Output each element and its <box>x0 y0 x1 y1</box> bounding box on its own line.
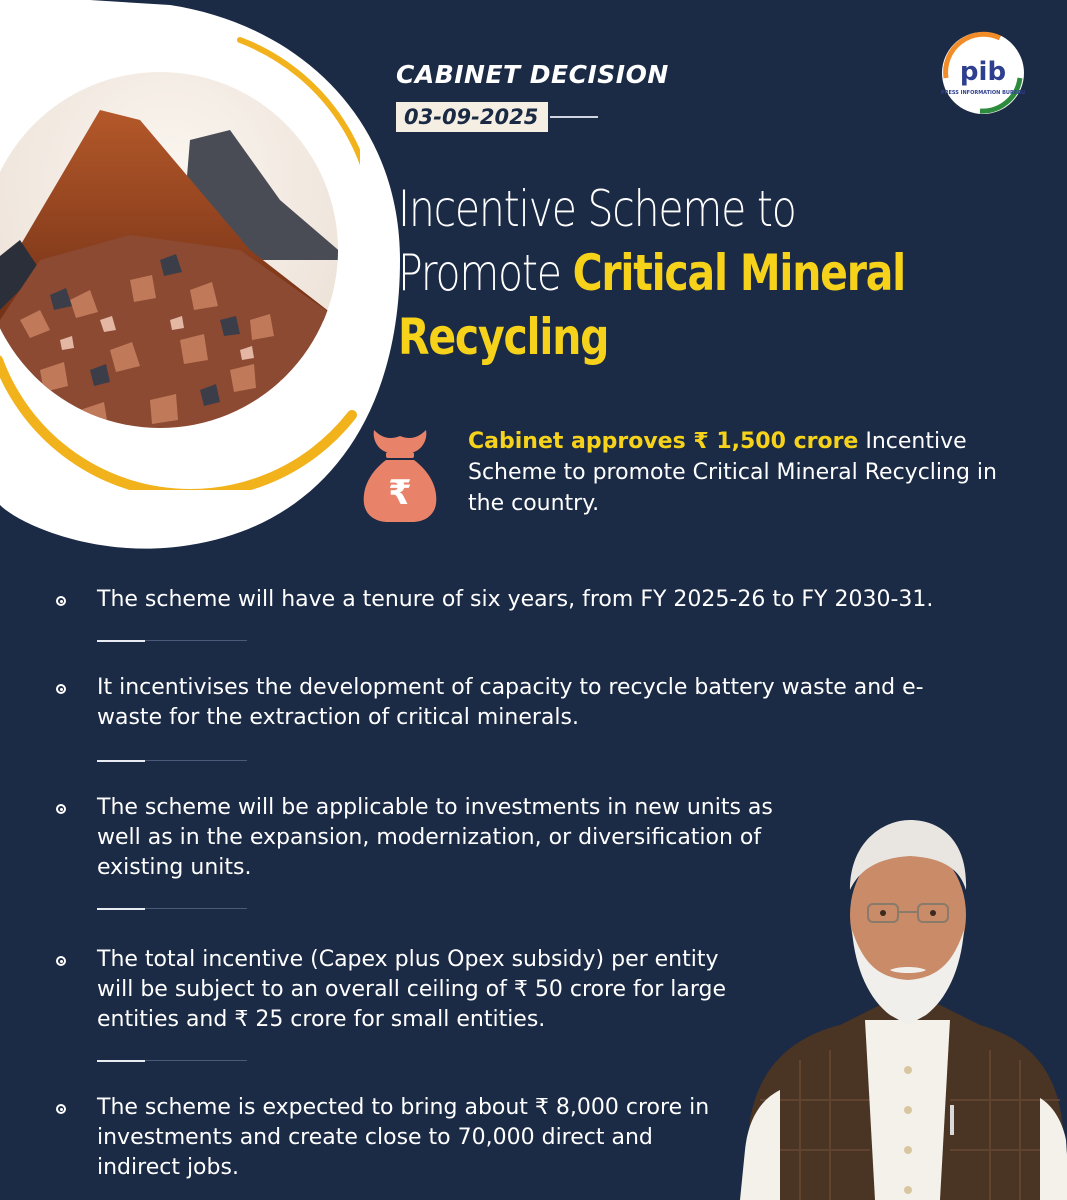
pib-logo <box>940 30 1026 116</box>
svg-text:pib: pib <box>959 57 1007 87</box>
bullet-divider <box>97 640 247 642</box>
title-highlight: Critical Mineral <box>572 244 906 302</box>
bullet-item-1: The scheme will have a tenure of six years, from FY 2025-26 to FY 2030-31. <box>97 587 934 612</box>
bullet-divider <box>97 1060 247 1062</box>
bullet-marker-icon <box>56 596 66 606</box>
decision-date: 03-09-2025 <box>396 102 548 132</box>
title-line-3: Recycling <box>398 308 609 366</box>
cabinet-decision-header <box>396 60 669 129</box>
bullet-item-4: The total incentive (Capex plus Opex subsidy) per entity will be subject to an overall ceiling of ₹ 50 crore for large entities and ₹ 25 crore for small entities. <box>97 947 727 1032</box>
cabinet-decision-label: CABINET DECISION <box>396 60 669 89</box>
rupee-money-bag-icon <box>360 424 440 524</box>
bullet-item-3: The scheme will be applicable to investments in new units as well as in the expansion, modernization, or diversification of existing units. <box>97 795 773 880</box>
title-line-1: Incentive Scheme to <box>398 180 796 238</box>
portrait-photo <box>740 820 1067 1200</box>
decision-date-row <box>396 102 598 132</box>
bullet-divider <box>97 760 247 762</box>
title-line-2: Promote Critical Mineral <box>398 244 906 302</box>
minerals-photo <box>0 20 360 490</box>
svg-text:₹: ₹ <box>388 473 412 513</box>
bullet-marker-icon <box>56 1104 66 1114</box>
bullet-marker-icon <box>56 956 66 966</box>
bullet-item-5: The scheme is expected to bring about ₹ 8,000 crore in investments and create close to 70,000 direct and indirect jobs. <box>97 1095 710 1180</box>
bullet-item-2: It incentivises the development of capacity to recycle battery waste and e-waste for the extraction of critical minerals. <box>97 675 924 730</box>
bullet-marker-icon <box>56 804 66 814</box>
svg-text:PRESS INFORMATION BUREAU: PRESS INFORMATION BUREAU <box>940 90 1026 96</box>
page-title <box>398 177 1048 369</box>
approval-highlight: Cabinet approves ₹ 1,500 crore <box>468 429 859 454</box>
bullet-marker-icon <box>56 684 66 694</box>
bullet-divider <box>97 908 247 910</box>
date-underline <box>550 116 598 118</box>
approval-statement <box>468 426 1028 519</box>
approval-text: Incentive Scheme to promote Critical Mineral Recycling in the country. <box>468 429 997 516</box>
